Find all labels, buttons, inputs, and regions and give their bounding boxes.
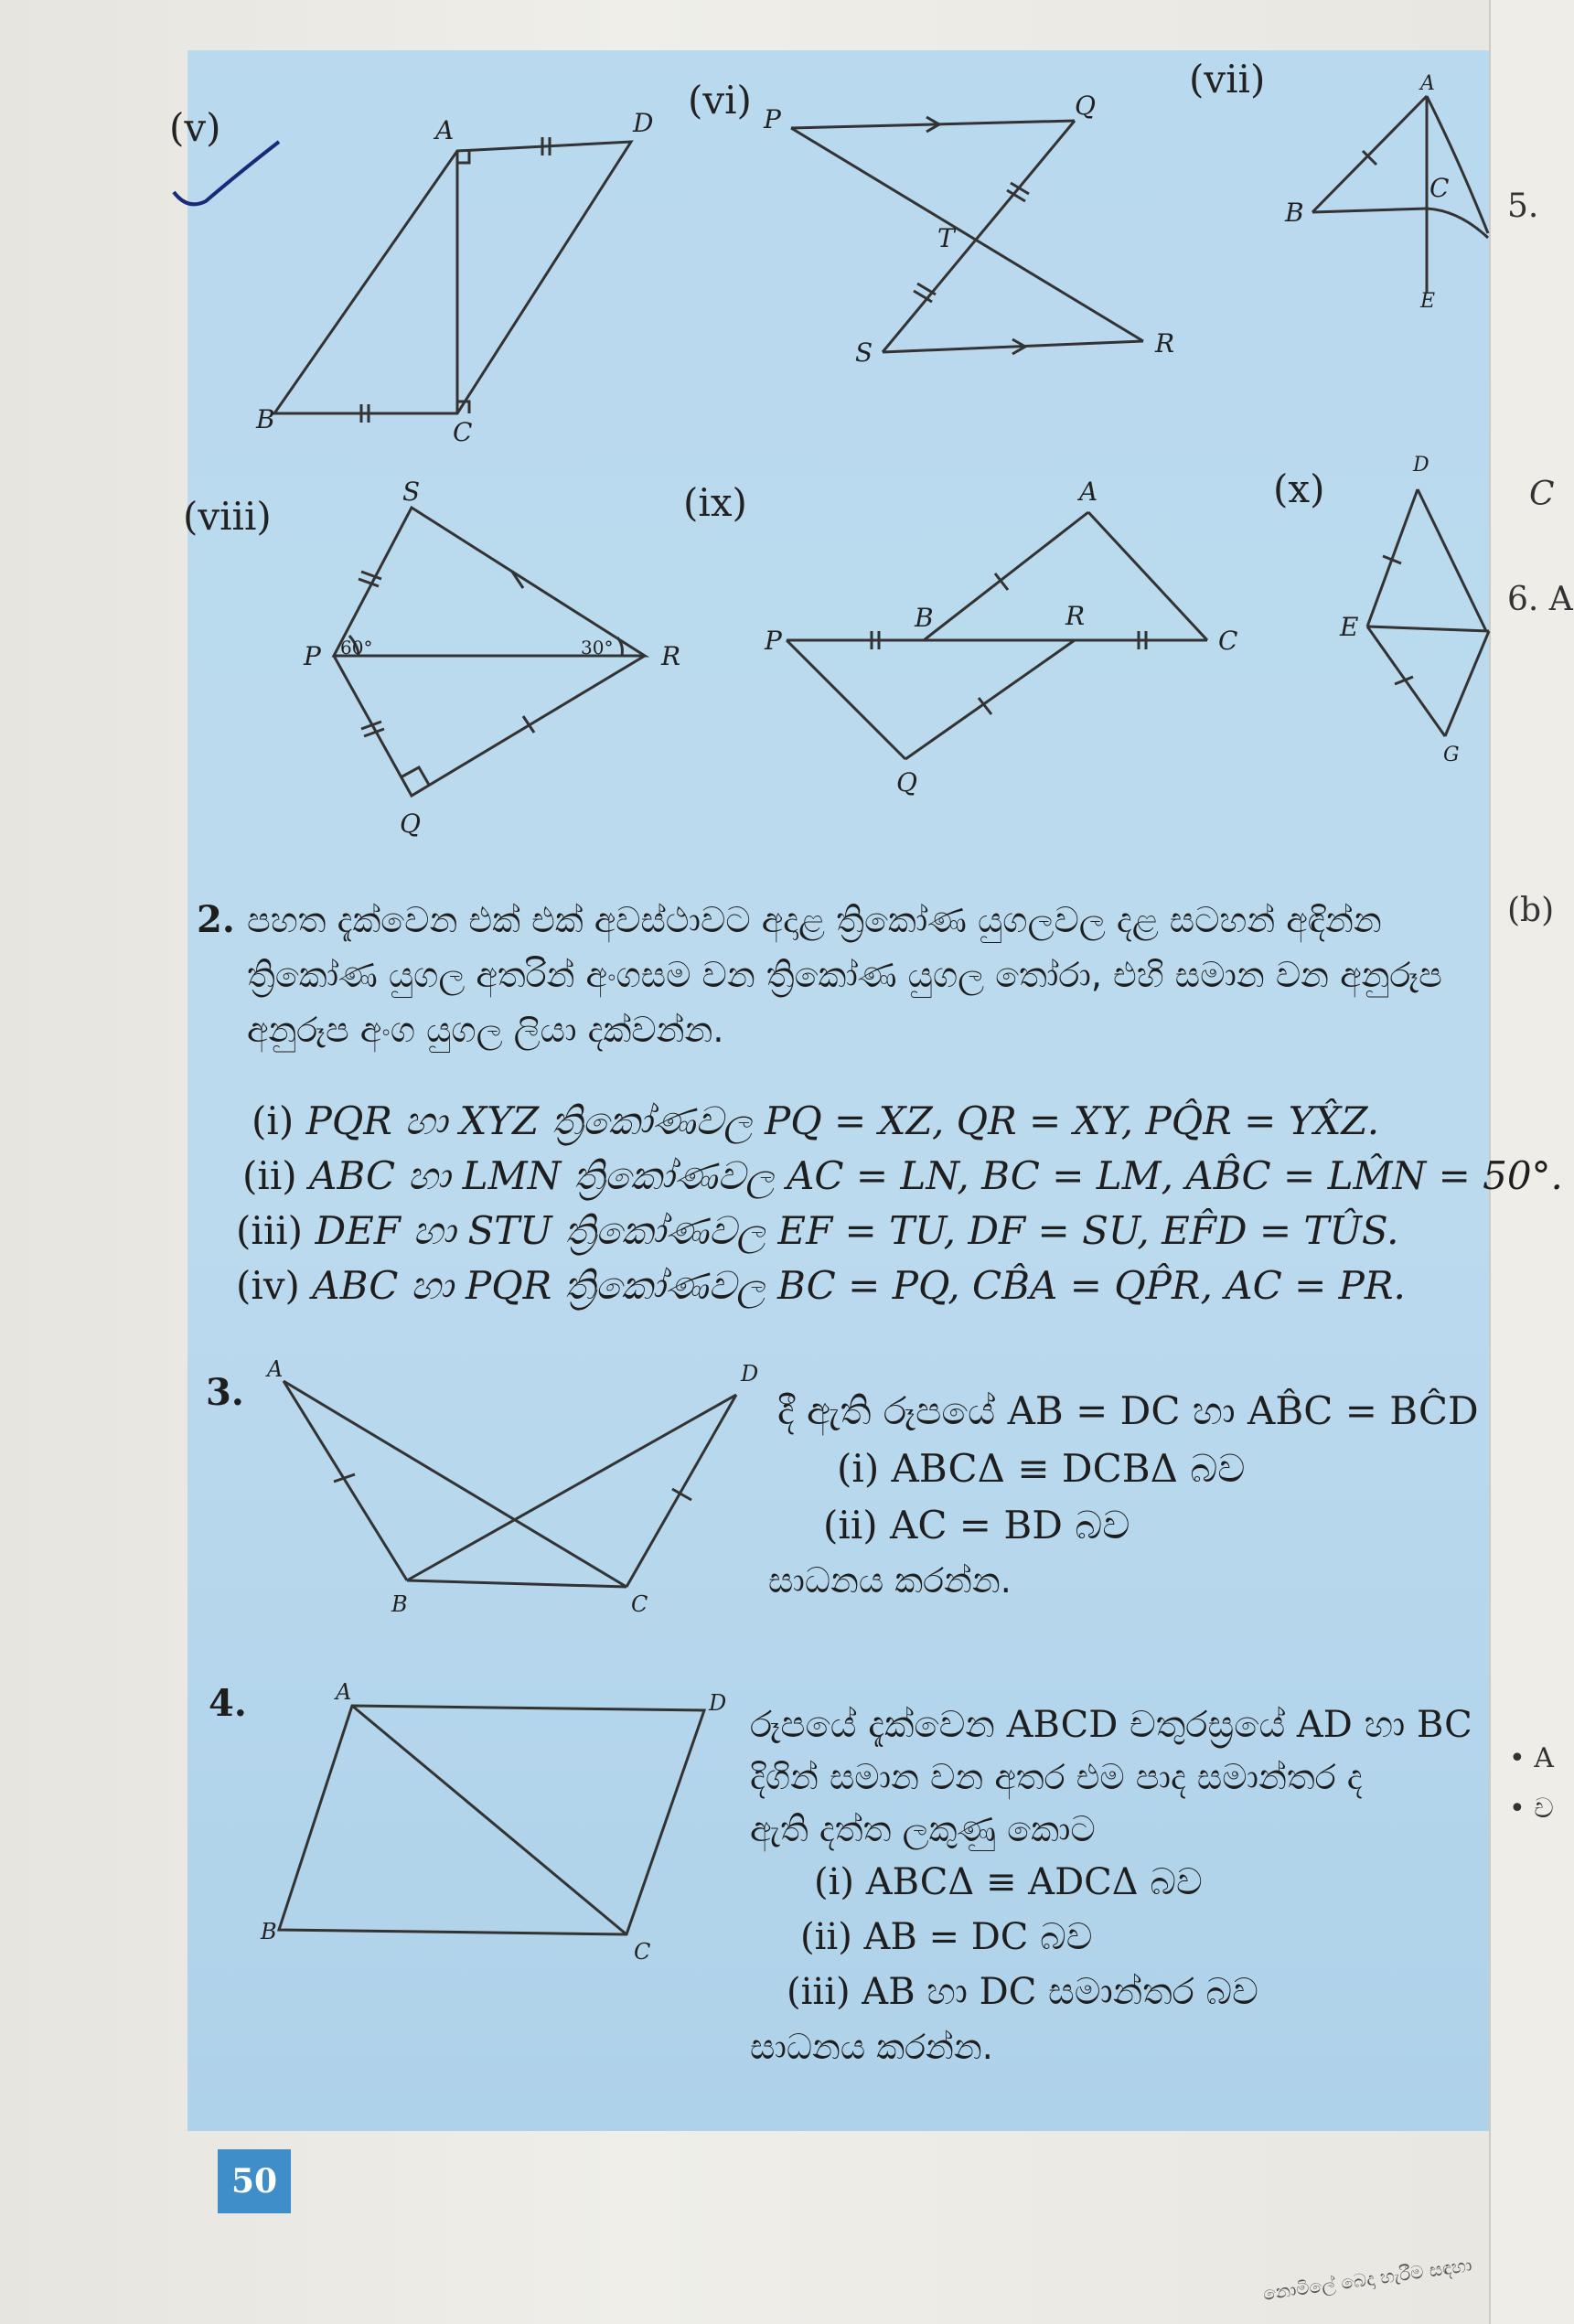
fig-x-label-g: G bbox=[1443, 744, 1460, 766]
right-page-b: (b) bbox=[1507, 892, 1555, 929]
fig-viii-angle-r-value: 30° bbox=[581, 637, 614, 659]
q2-instruction-line-3: අනුරූප අංග යුගල ලියා දක්වන්න. bbox=[247, 1010, 724, 1050]
fig-q3-cd bbox=[626, 1395, 736, 1587]
fig-vi-label-s: S bbox=[855, 337, 873, 368]
fig-viii-tick bbox=[359, 579, 379, 586]
q3-intro: දී ඇති රූපයේ AB = DC හා AB̂C = BĈD bbox=[777, 1388, 1479, 1433]
fig-vi-sr bbox=[883, 341, 1143, 352]
q2-item-1-text: PQR හා XYZ ත්‍රිකෝණවල PQ = XZ, QR = XY, PQ̂R = YX̂Z. bbox=[305, 1098, 1380, 1143]
q2-item-2-num: (ii) bbox=[242, 1153, 297, 1198]
fig-ix-label-p: P bbox=[765, 626, 782, 656]
q2-number: 2. bbox=[197, 898, 235, 941]
q4-item-2: (ii) AB = DC බව bbox=[800, 1916, 1093, 1958]
figure-vii bbox=[1276, 73, 1495, 320]
fig-ix-label-r: R bbox=[1065, 601, 1086, 631]
fig-vi-label-r: R bbox=[1155, 328, 1175, 359]
fig-q3-ab bbox=[284, 1381, 407, 1580]
fig-v-label-b: B bbox=[256, 404, 275, 434]
fig-v-label-c: C bbox=[453, 417, 473, 447]
figure-viii bbox=[293, 477, 686, 846]
fig-ix-ba bbox=[924, 512, 1088, 640]
figure-vi-label: (vi) bbox=[688, 78, 752, 123]
q4-line-1: රූපයේ දැක්වෙන ABCD චතුරස්‍රයේ AD හා BC bbox=[750, 1704, 1472, 1746]
q2-item-4-num: (iv) bbox=[236, 1263, 300, 1308]
q3-item-1: (i) ABCΔ ≡ DCBΔ බව bbox=[837, 1446, 1246, 1491]
q2-item-1-num: (i) bbox=[252, 1098, 294, 1143]
q2-item-1 bbox=[252, 1096, 1379, 1147]
page-number: 50 bbox=[218, 2149, 291, 2213]
figure-ix-label: (ix) bbox=[683, 480, 747, 525]
fig-q3-label-c: C bbox=[631, 1591, 648, 1617]
right-page-bullet-e: • ච bbox=[1509, 1793, 1554, 1825]
fig-viii-triangle-psr bbox=[334, 508, 645, 656]
fig-q3-label-a: A bbox=[267, 1356, 284, 1382]
q3-item-2: (ii) AC = BD බව bbox=[823, 1503, 1130, 1548]
right-page-bullet-a: • A bbox=[1509, 1742, 1554, 1774]
fig-x-label-d: D bbox=[1413, 454, 1429, 477]
fig-q4-diagonal-ac bbox=[352, 1706, 626, 1934]
figure-vi bbox=[764, 91, 1203, 384]
figure-viii-label: (viii) bbox=[183, 494, 272, 539]
fig-vii-label-a: A bbox=[1420, 72, 1435, 95]
fig-q4-quadrilateral bbox=[279, 1706, 704, 1934]
fig-q3-label-b: B bbox=[391, 1591, 408, 1617]
q2-item-2-text: ABC හා LMN ත්‍රිකෝණවල AC = LN, BC = LM, AB̂C = LM̂N = 50°. bbox=[309, 1153, 1563, 1198]
fig-vi-label-t: T bbox=[937, 223, 955, 253]
figure-x bbox=[1335, 448, 1495, 777]
q4-item-1: (i) ABCΔ ≡ ADCΔ බව bbox=[814, 1861, 1203, 1903]
fig-viii-label-r: R bbox=[661, 641, 681, 671]
q3-number: 3. bbox=[206, 1371, 244, 1414]
q4-item-3: (iii) AB හා DC සමාන්තර බව bbox=[787, 1971, 1258, 2013]
right-page-c: C bbox=[1529, 476, 1555, 513]
q4-line-3: ඇති දත්ත ලකුණු කොට bbox=[750, 1809, 1096, 1849]
fig-vii-bc bbox=[1312, 209, 1427, 212]
fig-ix-label-q: Q bbox=[896, 767, 917, 798]
fig-v-right-angle-a bbox=[457, 151, 469, 163]
q4-number: 4. bbox=[209, 1682, 247, 1725]
fig-v-label-a: A bbox=[435, 115, 455, 145]
fig-vi-label-q: Q bbox=[1075, 91, 1096, 121]
q2-instruction-line-1: පහත දැක්වෙන එක් එක් අවස්ථාවට අදාළ ත්‍රිකෝණ යුගලවල දළ සටහන් අඳින්න bbox=[247, 900, 1382, 940]
fig-x-label-e: E bbox=[1340, 612, 1359, 642]
fig-q3-ac bbox=[284, 1381, 626, 1587]
fig-ix-qr bbox=[905, 640, 1075, 759]
fig-vii-ab bbox=[1312, 96, 1427, 212]
fig-v-parallelogram bbox=[274, 142, 631, 413]
q3-conclusion: සාධනය කරන්න. bbox=[768, 1560, 1012, 1601]
q4-line-2: දිගින් සමාන වන අතර එම පාද සමාන්තර ද bbox=[750, 1757, 1363, 1797]
figure-x-label: (x) bbox=[1273, 466, 1325, 511]
figure-v bbox=[256, 108, 677, 447]
fig-vii-label-b: B bbox=[1285, 198, 1304, 228]
fig-q3-bc bbox=[407, 1580, 626, 1587]
fig-x-eg bbox=[1367, 627, 1445, 736]
fig-viii-label-s: S bbox=[402, 477, 421, 507]
fig-ix-label-c: C bbox=[1218, 626, 1238, 656]
fig-viii-label-q: Q bbox=[400, 809, 421, 839]
fig-viii-label-p: P bbox=[304, 641, 321, 671]
q2-item-3 bbox=[236, 1205, 1398, 1257]
fig-x-g-edge bbox=[1445, 631, 1489, 736]
right-page-q6: 6. A bbox=[1507, 581, 1573, 618]
q2-item-4 bbox=[236, 1260, 1406, 1312]
fig-q4-label-c: C bbox=[634, 1939, 651, 1965]
q2-item-3-text: DEF හා STU ත්‍රිකෝණවල EF = TU, DF = SU, EF̂D = TÛS. bbox=[315, 1208, 1399, 1253]
fig-ix-label-b: B bbox=[915, 603, 934, 633]
footer-text: නොමිලේ බෙදා හැරීම සඳහා bbox=[1261, 2254, 1473, 2305]
fig-vi-pr bbox=[791, 128, 1143, 341]
fig-vii-label-c: C bbox=[1429, 173, 1450, 203]
right-page-q5: 5. bbox=[1507, 187, 1539, 225]
fig-vi-label-p: P bbox=[764, 104, 781, 134]
fig-vii-label-e: E bbox=[1420, 290, 1436, 313]
fig-viii-triangle-pqr bbox=[334, 656, 645, 796]
figure-v-label: (v) bbox=[169, 105, 221, 150]
fig-ix-label-a: A bbox=[1079, 477, 1098, 507]
fig-q3-label-d: D bbox=[741, 1361, 759, 1387]
q2-instruction-line-2: ත්‍රිකෝණ යුගල අතරින් අංගසම වන ත්‍රිකෝණ යුගල තෝරා, එහි සමාන වන අනුරූප bbox=[247, 955, 1442, 995]
fig-vi-tick bbox=[917, 284, 936, 295]
q2-item-4-text: ABC හා PQR ත්‍රිකෝණවල BC = PQ, CB̂A = QP̂R, AC = PR. bbox=[312, 1263, 1406, 1308]
fig-v-label-d: D bbox=[633, 108, 654, 138]
figure-ix bbox=[750, 471, 1262, 800]
figure-q4 bbox=[261, 1665, 736, 1966]
fig-q4-label-b: B bbox=[261, 1919, 277, 1944]
fig-vi-qs bbox=[883, 121, 1075, 352]
figure-vii-label: (vii) bbox=[1189, 57, 1266, 102]
fig-vi-tick bbox=[1011, 183, 1029, 194]
fig-x-de bbox=[1367, 489, 1418, 627]
fig-q4-label-d: D bbox=[709, 1690, 727, 1716]
fig-x-e-edge bbox=[1367, 627, 1489, 631]
figure-q3 bbox=[256, 1354, 768, 1617]
fig-x-d-edge bbox=[1418, 489, 1486, 631]
fig-vii-arc bbox=[1427, 96, 1488, 233]
q4-conclusion: සාධනය කරන්න. bbox=[750, 2027, 993, 2067]
fig-ix-ac bbox=[1088, 512, 1207, 640]
fig-ix-pq bbox=[787, 640, 905, 759]
q2-item-2 bbox=[242, 1151, 1563, 1202]
fig-q4-label-a: A bbox=[336, 1679, 352, 1705]
q2-item-3-num: (iii) bbox=[236, 1208, 304, 1253]
fig-viii-angle-p-value: 60° bbox=[340, 637, 373, 659]
